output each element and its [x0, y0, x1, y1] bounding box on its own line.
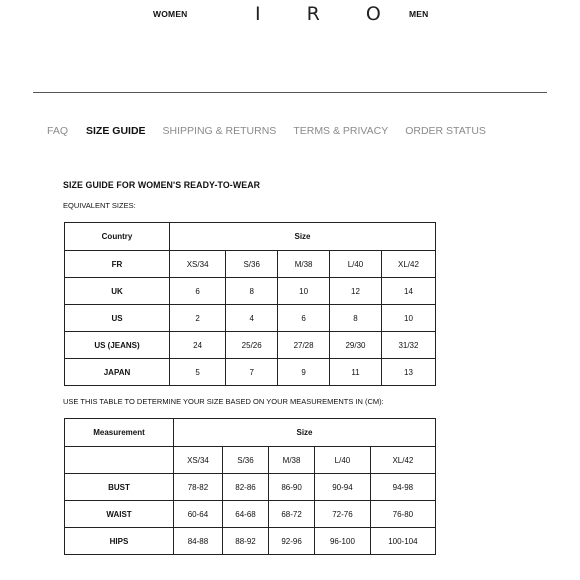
- table-cell: 94-98: [370, 474, 435, 501]
- table-cell: 31/32: [381, 332, 435, 359]
- table-row: [65, 332, 436, 359]
- table-cell: 25/26: [226, 332, 278, 359]
- row-label: BUST: [65, 474, 174, 501]
- nav-men-link[interactable]: MEN: [409, 9, 429, 19]
- table-cell: 82-86: [222, 474, 268, 501]
- table-cell: 72-76: [315, 501, 371, 528]
- tab-faq[interactable]: FAQ: [47, 125, 69, 137]
- size-group-header: Size: [174, 419, 436, 447]
- size-header-cell: L/40: [315, 447, 371, 474]
- table-cell: 8: [226, 278, 278, 305]
- size-group-header: Size: [170, 223, 436, 251]
- measurement-header: Measurement: [65, 419, 174, 447]
- table-header-row: [65, 419, 436, 447]
- table-cell: 86-90: [269, 474, 315, 501]
- table-cell: 4: [226, 305, 278, 332]
- table-cell: 68-72: [269, 501, 315, 528]
- table-cell: XL/42: [381, 251, 435, 278]
- table-cell: 7: [226, 359, 278, 386]
- header-divider: [33, 92, 547, 93]
- table-cell: 76-80: [370, 501, 435, 528]
- size-header-cell: M/38: [269, 447, 315, 474]
- tab-shipping-returns[interactable]: SHIPPING & RETURNS: [162, 125, 277, 137]
- brand-logo[interactable]: I R O: [255, 3, 401, 25]
- table-cell: 10: [381, 305, 435, 332]
- table-cell: XS/34: [170, 251, 226, 278]
- table-row: [65, 447, 436, 474]
- table-row: [65, 359, 436, 386]
- table-row: [65, 278, 436, 305]
- size-header-cell: S/36: [222, 447, 268, 474]
- table-header-row: [65, 223, 436, 251]
- table-cell: 100-104: [370, 528, 435, 555]
- table-cell: 5: [170, 359, 226, 386]
- country-header: Country: [65, 223, 170, 251]
- tab-terms-privacy[interactable]: TERMS & PRIVACY: [293, 125, 389, 137]
- table-row: [65, 474, 436, 501]
- tab-order-status[interactable]: ORDER STATUS: [405, 125, 486, 137]
- size-header-cell: XL/42: [370, 447, 435, 474]
- table-cell: M/38: [278, 251, 330, 278]
- table-cell: S/36: [226, 251, 278, 278]
- table-row: [65, 251, 436, 278]
- table-row: [65, 528, 436, 555]
- table-cell: 84-88: [174, 528, 223, 555]
- table-cell: 96-100: [315, 528, 371, 555]
- help-subnav: [47, 125, 486, 137]
- top-navigation: [0, 0, 580, 30]
- table-cell: 8: [330, 305, 382, 332]
- table-cell: 29/30: [330, 332, 382, 359]
- table-cell: 14: [381, 278, 435, 305]
- table-cell: L/40: [330, 251, 382, 278]
- row-label: WAIST: [65, 501, 174, 528]
- size-header-cell: XS/34: [174, 447, 223, 474]
- table-cell: 27/28: [278, 332, 330, 359]
- table-cell: 90-94: [315, 474, 371, 501]
- size-guide-heading: SIZE GUIDE FOR WOMEN'S READY-TO-WEAR: [63, 180, 261, 190]
- table-cell: 11: [330, 359, 382, 386]
- table-cell: 10: [278, 278, 330, 305]
- equivalent-sizes-label: EQUIVALENT SIZES:: [63, 201, 136, 210]
- row-label: JAPAN: [65, 359, 170, 386]
- table-cell: 92-96: [269, 528, 315, 555]
- row-label: HIPS: [65, 528, 174, 555]
- table-cell: 6: [278, 305, 330, 332]
- row-label: FR: [65, 251, 170, 278]
- table-cell: 9: [278, 359, 330, 386]
- measurement-table: [64, 418, 436, 555]
- table-cell: 13: [381, 359, 435, 386]
- table-cell: 24: [170, 332, 226, 359]
- table-row: [65, 501, 436, 528]
- table-cell: 60-64: [174, 501, 223, 528]
- table-cell: 88-92: [222, 528, 268, 555]
- measurement-instructions: USE THIS TABLE TO DETERMINE YOUR SIZE BASED ON YOUR MEASUREMENTS IN (CM):: [63, 397, 384, 406]
- row-label: US: [65, 305, 170, 332]
- table-cell: 12: [330, 278, 382, 305]
- table-row: [65, 305, 436, 332]
- table-cell: 78-82: [174, 474, 223, 501]
- row-label: UK: [65, 278, 170, 305]
- table-cell: 2: [170, 305, 226, 332]
- table-cell: 64-68: [222, 501, 268, 528]
- tab-size-guide[interactable]: SIZE GUIDE: [86, 125, 146, 137]
- row-label: US (JEANS): [65, 332, 170, 359]
- equivalent-sizes-table: [64, 222, 436, 386]
- nav-women-link[interactable]: WOMEN: [153, 9, 188, 19]
- row-label: [65, 447, 174, 474]
- table-cell: 6: [170, 278, 226, 305]
